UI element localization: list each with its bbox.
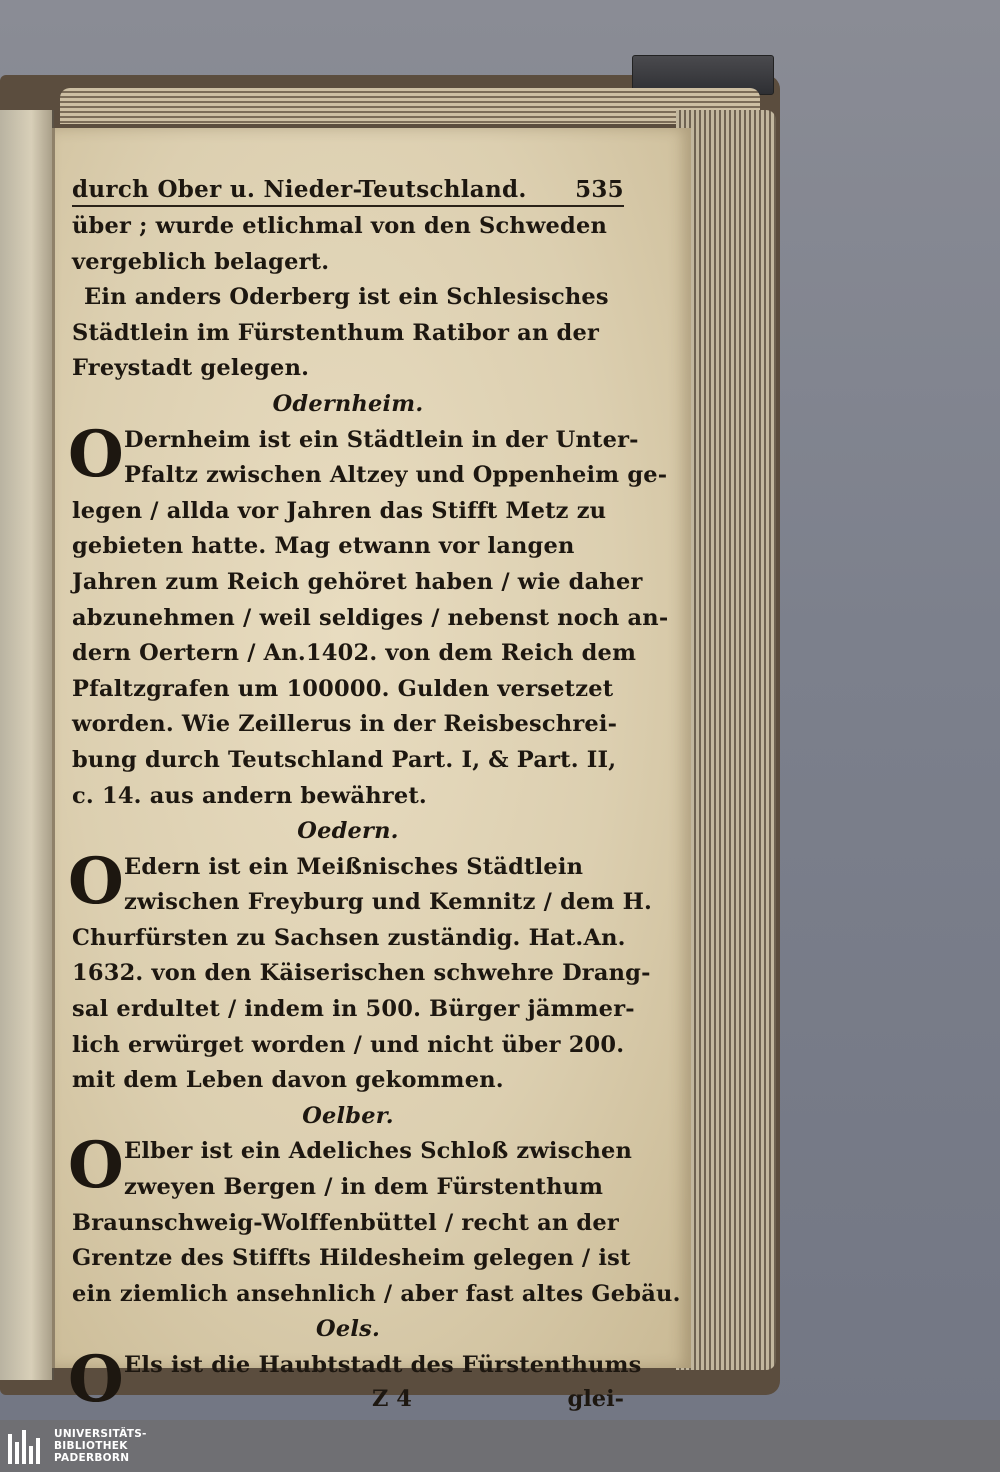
text-line [72,1028,624,1064]
line-text: Pfaltzgrafen um 100000. Gulden versetzet [72,675,614,702]
line-text: Oedern. [297,818,399,845]
line-text: c. 14. aus andern bewähret. [72,782,427,809]
line-text: Braunschweig-Wolffenbüttel / recht an der [72,1209,619,1236]
text-line [72,921,624,957]
page-number: 535 [575,176,624,203]
text-line [72,601,669,637]
text-line [72,245,624,281]
line-text: lich erwürget worden / und nicht über 200. [72,1031,625,1058]
text-line [72,209,624,245]
text-line [72,743,624,779]
line-text: Oelber. [302,1102,394,1129]
text-line [72,956,651,992]
line-text: Pfaltz zwischen Altzey und Oppenheim ge- [124,462,668,489]
line-text: Els ist die Haubtstadt des Fürstenthums [124,1352,642,1378]
page-footer [72,1386,624,1412]
text-line [72,1277,681,1313]
logo-line-1: UNIVERSITÄTS- [54,1428,147,1440]
text-line [72,494,624,530]
library-logo-text [54,1428,147,1464]
text-line [72,1206,624,1242]
line-text: dern Oertern / An.1402. von dem Reich dem [72,640,637,667]
entry-heading [72,1312,624,1348]
drop-capital: O [68,416,124,492]
text-line [72,351,624,387]
line-text: Jahren zum Reich gehöret haben / wie daher [72,568,643,595]
logo-line-2: BIBLIOTHEK [54,1440,128,1452]
entry-heading [72,814,624,850]
line-text: gebieten hatte. Mag etwann vor langen [72,533,575,560]
signature-mark: Z 4 [372,1385,412,1412]
text-line [72,1170,624,1206]
line-text: zweyen Bergen / in dem Fürstenthum [124,1174,604,1201]
drop-capital: O [68,1342,124,1417]
line-text: Grentze des Stiffts Hildesheim gelegen / ist [72,1245,631,1272]
text-line [72,565,643,601]
line-text: Dernheim ist ein Städtlein in der Unter- [124,426,639,453]
line-text: Freystadt gelegen. [72,355,310,382]
drop-capital: O [68,843,124,919]
text-line [72,672,624,708]
line-text: vergeblich belagert. [72,248,330,275]
text-line [72,316,624,352]
drop-capital: O [68,1128,124,1204]
text-line [72,280,624,316]
line-text: Edern ist ein Meißnisches Städtlein [124,853,584,880]
entry-heading [72,1099,624,1135]
catchword: glei- [567,1385,624,1412]
line-text: sal erdultet / indem in 500. Bürger jämmer- [72,996,635,1023]
text-line [72,707,624,743]
line-text: bung durch Teutschland Part. I, & Part. II, [72,746,617,773]
text-line [72,779,624,815]
line-text: Ein anders Oderberg ist ein Schlesisches [84,284,609,311]
line-text: mit dem Leben davon gekommen. [72,1067,504,1094]
facing-page [0,110,54,1380]
text-line [72,885,653,921]
library-logo-icon [6,1424,50,1468]
library-footer-bar [0,1420,1000,1472]
line-text: Elber ist ein Adeliches Schloß zwischen [124,1138,633,1165]
text-line [72,1241,631,1277]
text-line [72,458,668,494]
line-text: legen / allda vor Jahren das Stifft Metz zu [72,497,607,524]
line-text: Städtlein im Fürstenthum Ratibor an der [72,319,600,346]
line-text: zwischen Freyburg und Kemnitz / dem H. [124,889,653,916]
line-text: über ; wurde etlichmal von den Schweden [72,213,608,239]
entry-heading [72,387,624,423]
line-text: 1632. von den Käiserischen schwehre Drang- [72,960,651,987]
line-text: Odernheim. [272,390,424,417]
text-line [72,1063,624,1099]
line-text: abzunehmen / weil seldiges / nebenst noch an- [72,604,669,631]
line-text: worden. Wie Zeillerus in der Reisbeschrei- [72,711,618,738]
line-text: ein ziemlich ansehnlich / aber fast altes Gebäu. [72,1280,681,1307]
text-line [72,636,637,672]
text-line [72,992,635,1028]
page-edges-side [676,110,776,1370]
page-edges-top [60,88,760,124]
line-text: Oels. [316,1316,380,1343]
line-text: Churfürsten zu Sachsen zuständig. Hat.An. [72,924,626,951]
page-text [68,176,681,1417]
logo-line-3: PADERBORN [54,1452,130,1464]
text-line [72,529,624,565]
running-head: durch Ober u. Nieder-Teutschland. [72,176,527,203]
running-header [72,176,624,207]
